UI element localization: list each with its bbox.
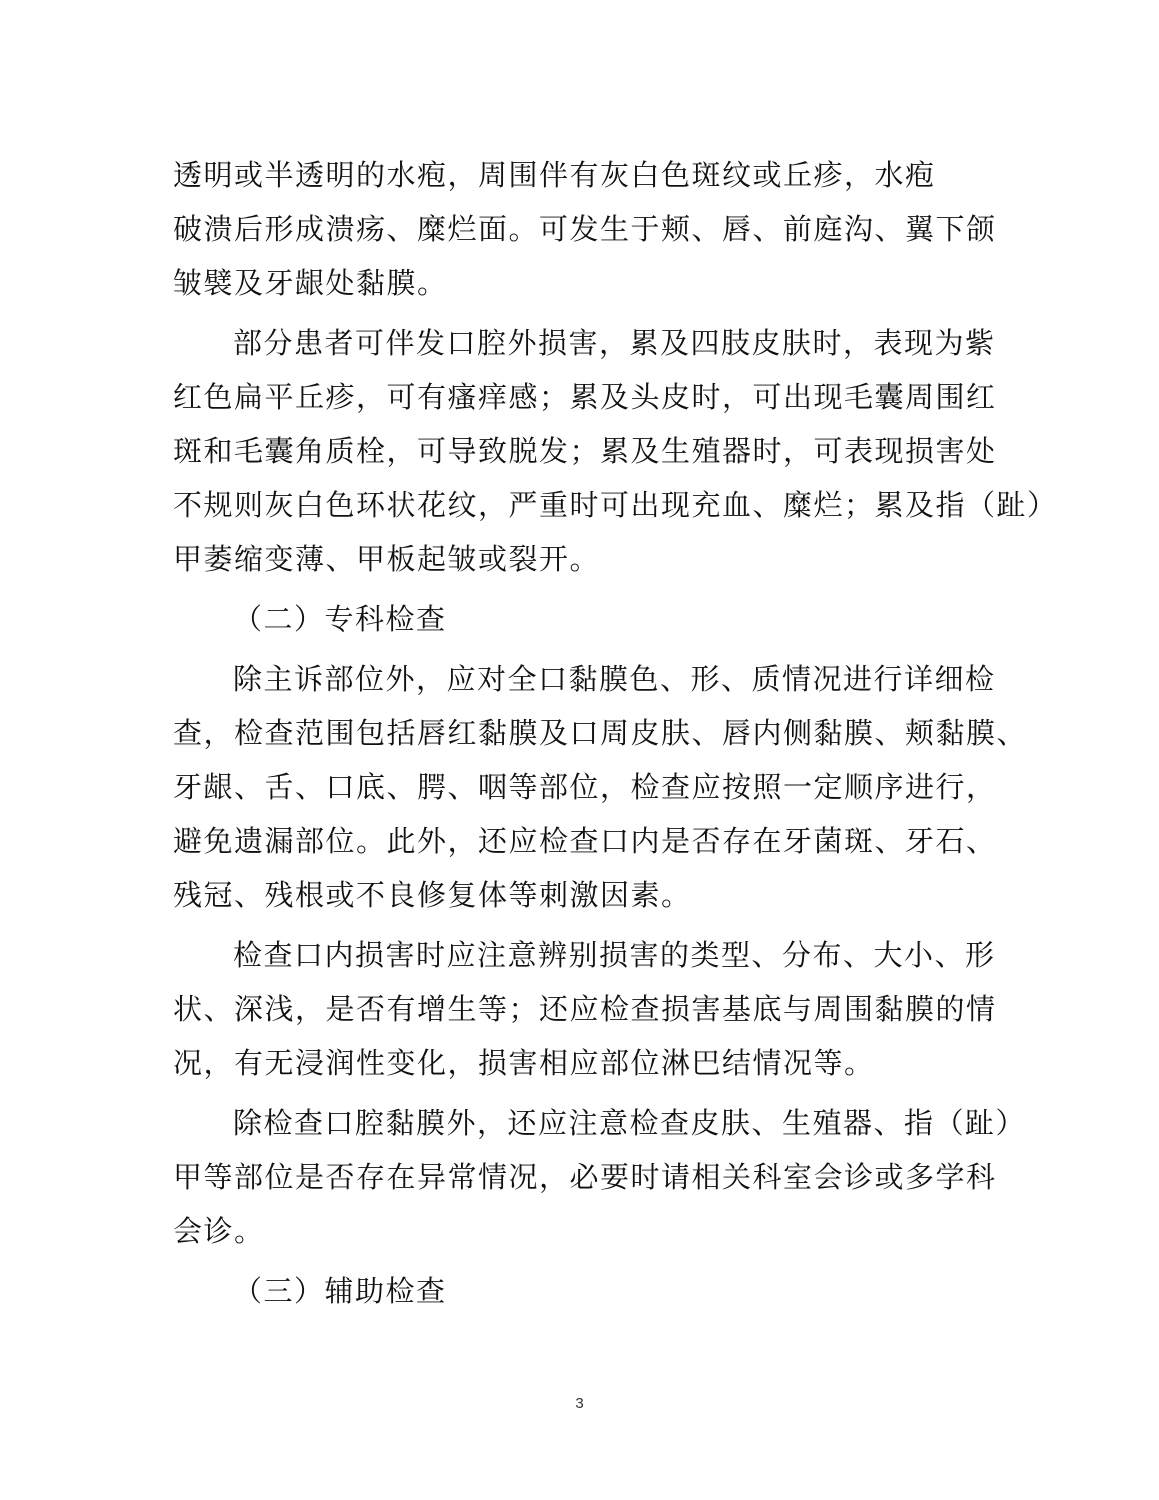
text-line: 部分患者可伴发口腔外损害，累及四肢皮肤时，表现为紫 [233,326,996,360]
section-heading: （二）专科检查 [233,602,447,636]
text-line: 甲等部位是否存在异常情况，必要时请相关科室会诊或多学科 [173,1160,997,1194]
paragraph [173,148,995,310]
text-line: 甲萎缩变薄、甲板起皱或裂开。 [173,542,601,576]
paragraph [173,316,1058,586]
document-body [173,148,1058,1324]
text-line: 除检查口腔黏膜外，还应注意检查皮肤、生殖器、指（趾） [233,1106,1027,1140]
text-line: 皱襞及牙龈处黏膜。 [173,266,448,300]
text-line: 不规则灰白色环状花纹，严重时可出现充血、糜烂；累及指（趾） [173,488,1058,522]
text-line: 除主诉部位外，应对全口黏膜色、形、质情况进行详细检 [233,662,996,696]
text-line: 查，检查范围包括唇红黏膜及口周皮肤、唇内侧黏膜、颊黏膜、 [173,716,1028,750]
text-line: 斑和毛囊角质栓，可导致脱发；累及生殖器时，可表现损害处 [173,434,997,468]
paragraph [173,1096,1027,1258]
text-line: 避免遗漏部位。此外，还应检查口内是否存在牙菌斑、牙石、 [173,824,997,858]
page-number: 3 [575,1395,584,1412]
text-line: 况，有无浸润性变化，损害相应部位淋巴结情况等。 [173,1046,875,1080]
section-heading: （三）辅助检查 [233,1274,447,1308]
paragraph [173,652,1028,922]
text-line: 破溃后形成溃疡、糜烂面。可发生于颊、唇、前庭沟、翼下颌 [173,212,997,246]
text-line: 会诊。 [173,1214,265,1248]
text-line: 检查口内损害时应注意辨别损害的类型、分布、大小、形 [233,938,996,972]
text-line: 牙龈、舌、口底、腭、咽等部位，检查应按照一定顺序进行， [173,770,997,804]
text-line: 红色扁平丘疹，可有瘙痒感；累及头皮时，可出现毛囊周围红 [173,380,997,414]
paragraph [173,928,995,1090]
text-line: 残冠、残根或不良修复体等刺激因素。 [173,878,692,912]
text-line: 透明或半透明的水疱，周围伴有灰白色斑纹或丘疹，水疱 [173,158,936,192]
text-line: 状、深浅，是否有增生等；还应检查损害基底与周围黏膜的情 [173,992,997,1026]
